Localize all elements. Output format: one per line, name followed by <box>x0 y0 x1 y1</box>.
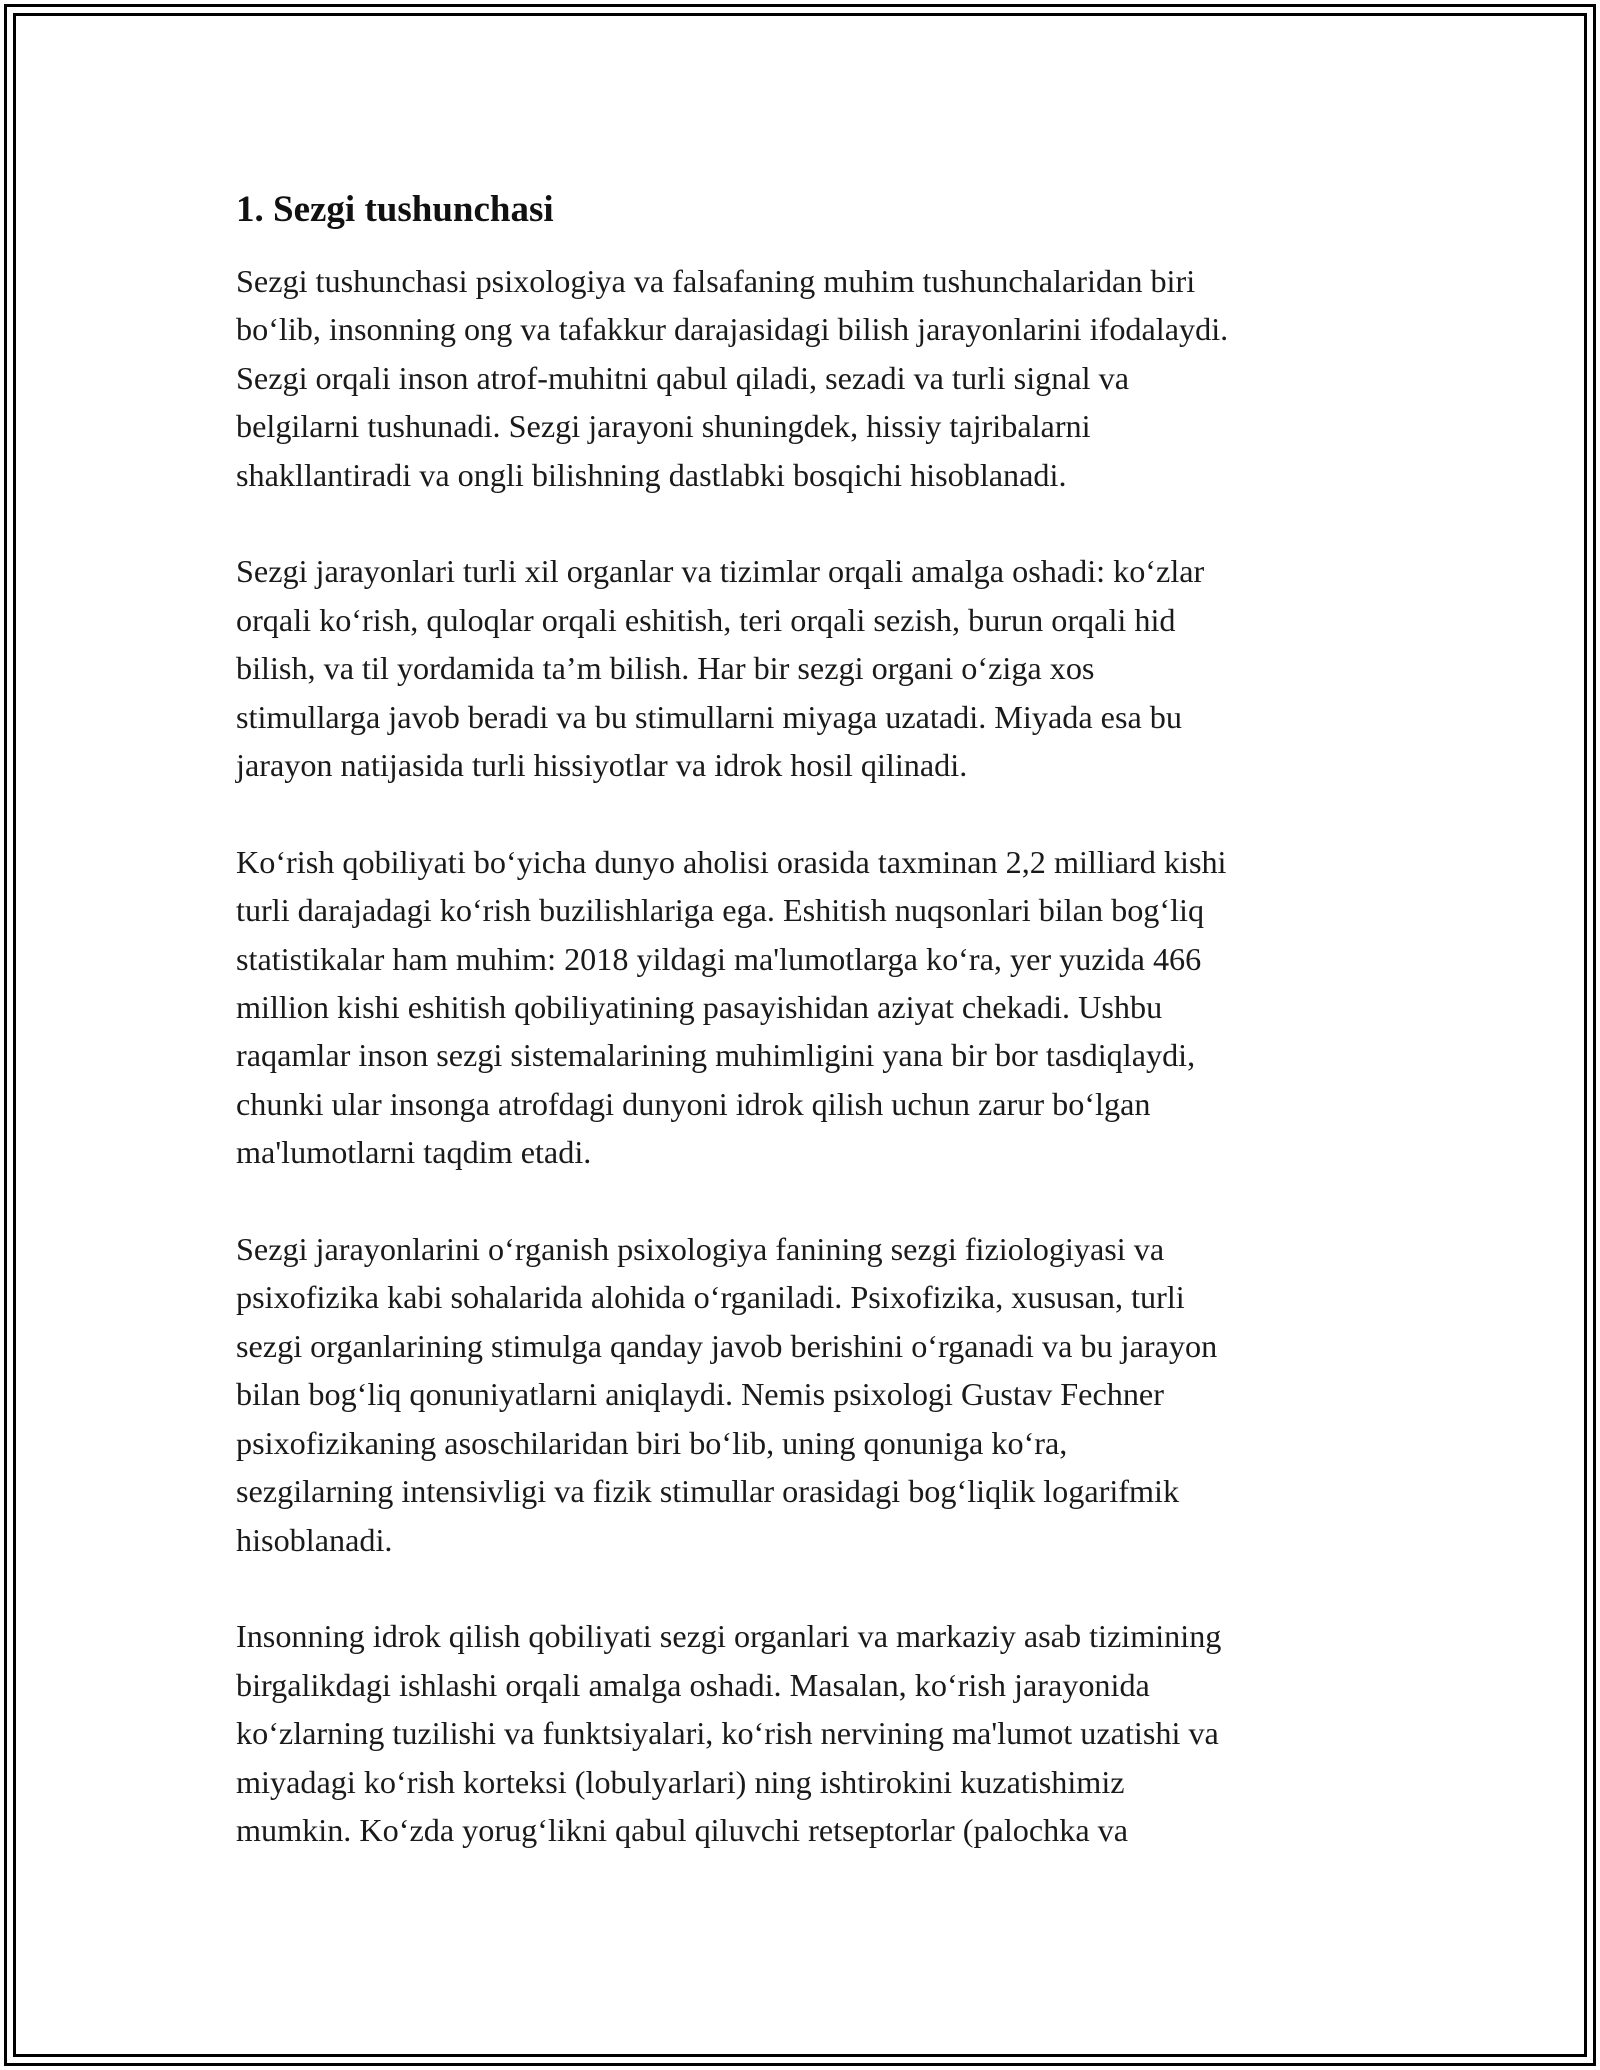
paragraph-2 <box>236 547 1376 789</box>
text-line: million kishi eshitish qobiliyatining pasayishidan aziyat chekadi. Ushbu <box>236 989 1163 1026</box>
text-line: miyadagi ko‘rish korteksi (lobulyarlari) ning ishtirokini kuzatishimiz <box>236 1763 1125 1800</box>
text-line: Sezgi tushunchasi psixologiya va falsafaning muhim tushunchalaridan biri <box>236 263 1196 299</box>
paragraph-5 <box>236 1612 1376 1854</box>
text-line: jarayon natijasida turli hissiyotlar va idrok hosil qilinadi. <box>236 747 968 784</box>
text-line: psixofizika kabi sohalarida alohida o‘rganiladi. Psixofizika, xususan, turli <box>236 1279 1185 1316</box>
document-page <box>236 186 1376 1903</box>
text-line: raqamlar inson sezgi sistemalarining muhimligini yana bir bor tasdiqlaydi, <box>236 1037 1196 1074</box>
text-line: sezgilarning intensivligi va fizik stimullar orasidagi bog‘liqlik logarifmik <box>236 1473 1180 1510</box>
paragraph-1 <box>236 257 1376 499</box>
text-line: statistikalar ham muhim: 2018 yildagi ma'lumotlarga ko‘ra, yer yuzida 466 <box>236 940 1202 977</box>
text-line: Sezgi orqali inson atrof-muhitni qabul qiladi, sezadi va turli signal va <box>236 359 1129 396</box>
paragraph-4 <box>236 1225 1376 1564</box>
text-line: ma'lumotlarni taqdim etadi. <box>236 1134 592 1171</box>
text-line: Insonning idrok qilish qobiliyati sezgi organlari va markaziy asab tizimining <box>236 1618 1222 1655</box>
paragraph-3 <box>236 838 1376 1177</box>
text-line: hisoblanadi. <box>236 1521 393 1558</box>
text-line: bilish, va til yordamida ta’m bilish. Har bir sezgi organi o‘ziga xos <box>236 650 1095 687</box>
text-line: stimullarga javob beradi va bu stimullarni miyaga uzatadi. Miyada esa bu <box>236 698 1182 735</box>
text-line: birgalikdagi ishlashi orqali amalga oshadi. Masalan, ko‘rish jarayonida <box>236 1666 1150 1703</box>
text-line: psixofizikaning asoschilaridan biri bo‘lib, uning qonuniga ko‘ra, <box>236 1424 1068 1461</box>
text-line: bilan bog‘liq qonuniyatlarni aniqlaydi. Nemis psixologi Gustav Fechner <box>236 1376 1164 1413</box>
text-line: chunki ular insonga atrofdagi dunyoni idrok qilish uchun zarur bo‘lgan <box>236 1085 1151 1122</box>
text-line: Ko‘rish qobiliyati bo‘yicha dunyo aholisi orasida taxminan 2,2 milliard kishi <box>236 843 1227 880</box>
text-line: Sezgi jarayonlarini o‘rganish psixologiya fanining sezgi fiziologiyasi va <box>236 1231 1165 1268</box>
text-line: turli darajadagi ko‘rish buzilishlariga ega. Eshitish nuqsonlari bilan bog‘liq <box>236 892 1205 929</box>
text-line: Sezgi jarayonlari turli xil organlar va tizimlar orqali amalga oshadi: ko‘zlar <box>236 553 1205 590</box>
text-line: mumkin. Ko‘zda yorug‘likni qabul qiluvchi retseptorlar (palochka va <box>236 1811 1129 1848</box>
text-line: belgilarni tushunadi. Sezgi jarayoni shuningdek, hissiy tajribalarni <box>236 408 1091 445</box>
text-line: ko‘zlarning tuzilishi va funktsiyalari, ko‘rish nervining ma'lumot uzatishi va <box>236 1715 1219 1752</box>
text-line: bo‘lib, insonning ong va tafakkur darajasidagi bilish jarayonlarini ifodalaydi. <box>236 311 1229 348</box>
text-line: sezgi organlarining stimulga qanday javob berishini o‘rganadi va bu jarayon <box>236 1327 1218 1364</box>
text-line: shakllantiradi va ongli bilishning dastlabki bosqichi hisoblanadi. <box>236 456 1067 493</box>
text-line: orqali ko‘rish, quloqlar orqali eshitish, teri orqali sezish, burun orqali hid <box>236 601 1176 638</box>
section-heading: 1. Sezgi tushunchasi <box>236 189 554 230</box>
